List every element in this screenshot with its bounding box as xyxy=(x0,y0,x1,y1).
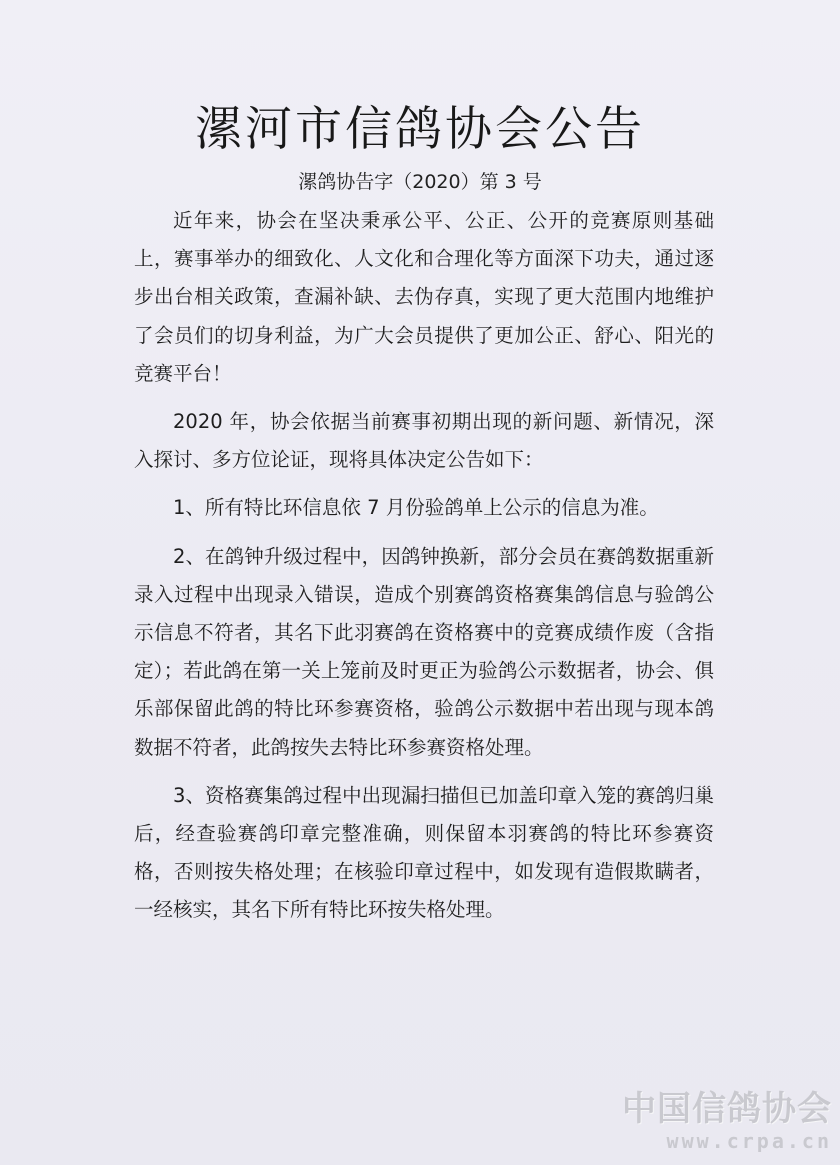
paragraph-item-3: 3、资格赛集鸽过程中出现漏扫描但已加盖印章入笼的赛鸽归巢后，经查验赛鸽印章完整准确，则保留本羽赛鸽的特比环参赛资格，否则按失格处理；在核验印章过程中，如发现有造假欺瞒者，一经核实，其名下所有特比环按失格处理。 xyxy=(134,783,714,922)
document-number: 漯鸽协告字（2020）第 3 号 xyxy=(298,171,542,193)
paragraph-item-1: 1、所有特比环信息依 7 月份验鸽单上公示的信息为准。 xyxy=(173,496,659,520)
document-title: 漯河市信鸽协会公告 xyxy=(195,102,645,157)
watermark-name: 中国信鸽协会 xyxy=(622,1089,832,1129)
document-body xyxy=(134,202,714,930)
paragraph-item-2: 2、在鸽钟升级过程中，因鸽钟换新，部分会员在赛鸽数据重新录入过程中出现录入错误，造成个别赛鸽资格赛集鸽信息与验鸽公示信息不符者，其名下此羽赛鸽在资格赛中的竞赛成绩作废（含指定）；若此鸽在第一关上笼前及时更正为验鸽公示数据者，协会、俱乐部保留此鸽的特比环参赛资格，验鸽公示数据中若出现与现本鸽数据不符者，此鸽按失去特比环参赛资格处理。 xyxy=(134,544,714,759)
paragraph-intro: 近年来，协会在坚决秉承公平、公正、公开的竞赛原则基础上，赛事举办的细致化、人文化和合理化等方面深下功夫，通过逐步出台相关政策，查漏补缺、去伪存真，实现了更大范围内地维护了会员们的切身利益，为广大会员提供了更加公正、舒心、阳光的竞赛平台！ xyxy=(134,209,714,385)
watermark-url: www.crpa.cn xyxy=(666,1129,832,1153)
watermark xyxy=(622,1089,832,1153)
paragraph-announcement: 2020 年，协会依据当前赛事初期出现的新问题、新情况，深入探讨、多方位论证，现将具体决定公告如下： xyxy=(134,410,714,472)
